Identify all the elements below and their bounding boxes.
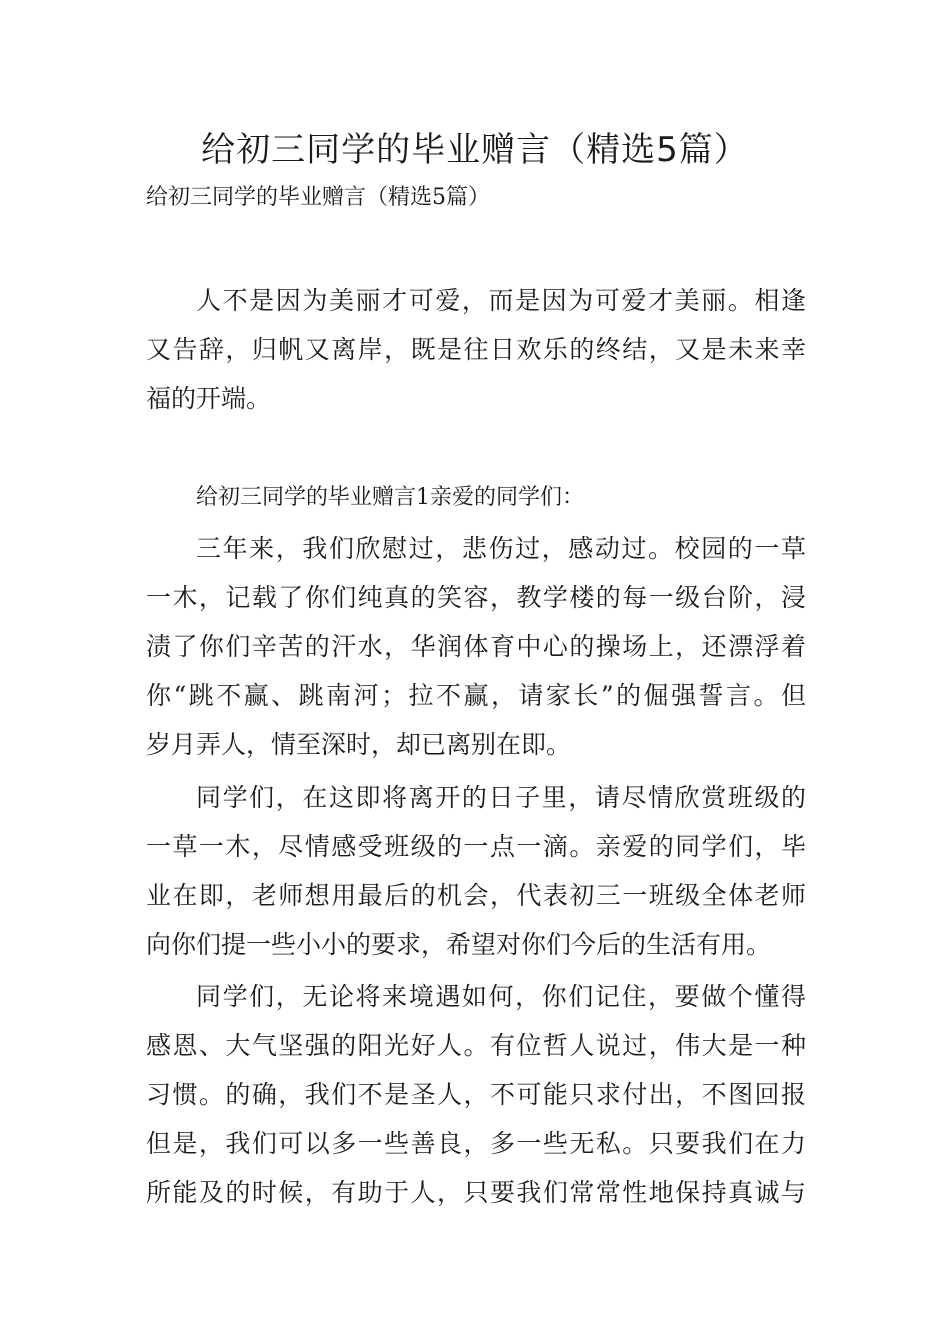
paragraph-line: 岁月弄人，情至深时，却已离别在即。: [146, 730, 572, 759]
paragraph-line: 但是，我们可以多一些善良，多一些无私。只要我们在力: [146, 1129, 806, 1158]
intro-line: 人不是因为美丽才可爱，而是因为可爱才美丽。相逢: [196, 286, 806, 315]
paragraph-line: 向你们提一些小小的要求，希望对你们今后的生活有用。: [146, 930, 772, 959]
paragraph-line: 一草一木，尽情感受班级的一点一滴。亲爱的同学们，毕: [146, 832, 806, 861]
paragraph-line: 习惯。的确，我们不是圣人，不可能只求付出，不图回报: [146, 1080, 806, 1109]
paragraph-line: 业在即，老师想用最后的机会，代表初三一班级全体老师: [146, 881, 806, 910]
intro-paragraph: [146, 276, 806, 423]
paragraph-line: 同学们，无论将来境遇如何，你们记住，要做个懂得: [196, 982, 806, 1011]
body-paragraph-1: [146, 524, 806, 769]
paragraph-line: 同学们，在这即将离开的日子里，请尽情欣赏班级的: [196, 783, 806, 812]
paragraph-line: 三年来，我们欣慰过，悲伤过，感动过。校园的一草: [196, 534, 806, 563]
paragraph-line: 你“跳不赢、跳南河；拉不赢，请家长”的倔强誓言。但: [146, 681, 806, 710]
document-subtitle: 给初三同学的毕业赠言（精选5篇）: [146, 185, 490, 210]
document-title: 给初三同学的毕业赠言（精选5篇）: [201, 130, 749, 170]
body-paragraph-3: [146, 972, 806, 1217]
intro-line: 又告辞，归帆又离岸，既是往日欢乐的终结，又是未来幸: [146, 335, 806, 364]
body-paragraph-2: [146, 773, 806, 969]
paragraph-line: 一木，记载了你们纯真的笑容，教学楼的每一级台阶，浸: [146, 583, 806, 612]
paragraph-line: 所能及的时候，有助于人，只要我们常常性地保持真诚与: [146, 1178, 806, 1207]
paragraph-line: 渍了你们辛苦的汗水，华润体育中心的操场上，还漂浮着: [146, 632, 806, 661]
intro-line: 福的开端。: [146, 384, 272, 413]
paragraph-line: 感恩、大气坚强的阳光好人。有位哲人说过，伟大是一种: [146, 1031, 806, 1060]
section-heading: 给初三同学的毕业赠言1亲爱的同学们：: [196, 485, 584, 510]
